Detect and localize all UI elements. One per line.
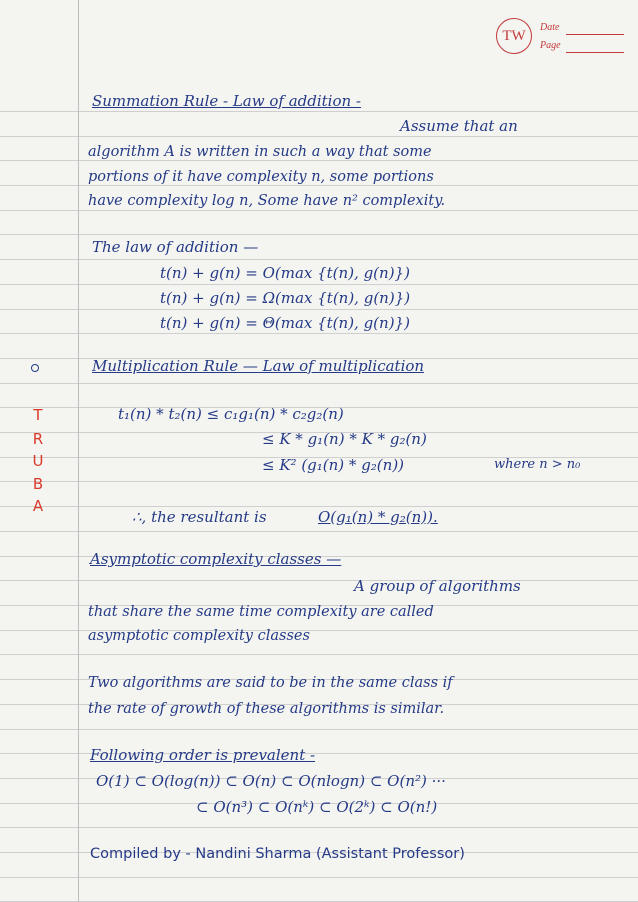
sidebar-letter: T <box>33 406 43 424</box>
page-line <box>566 52 624 53</box>
ruled-line <box>0 531 638 532</box>
ruled-line <box>0 259 638 260</box>
formula-line: t₁(n) * t₂(n) ≤ c₁g₁(n) * c₂g₂(n) <box>118 405 344 423</box>
order-line: O(1) ⊂ O(log(n)) ⊂ O(n) ⊂ O(nlogn) ⊂ O(n²) ··· <box>96 772 446 790</box>
date-line <box>566 34 624 35</box>
text-line: the rate of growth of these algorithms is similar. <box>88 701 445 717</box>
formula-result: O(g₁(n) * g₂(n)). <box>318 508 438 526</box>
ruled-line <box>0 580 638 581</box>
ruled-line <box>0 877 638 878</box>
sidebar-letter: R <box>32 430 44 448</box>
text-line: that share the same time complexity are called <box>88 604 434 620</box>
page-label: Page <box>540 40 561 51</box>
ruled-line <box>0 506 638 507</box>
brand-logo: TW <box>496 18 532 54</box>
ruled-line <box>0 234 638 235</box>
sidebar-letter: U <box>32 452 44 470</box>
text-line: ∴, the resultant is <box>132 508 267 526</box>
text-line: Two algorithms are said to be in the same class if <box>88 675 453 691</box>
ruled-line <box>0 654 638 655</box>
ruled-line <box>0 827 638 828</box>
formula-omega: t(n) + g(n) = Ω(max {t(n), g(n)}) <box>160 289 411 307</box>
footer-credit: Compiled by - Nandini Sharma (Assistant Professor) <box>90 846 465 862</box>
ruled-line <box>0 136 638 137</box>
text-line: Assume that an <box>400 117 518 135</box>
formula-line: ≤ K * g₁(n) * K * g₂(n) <box>262 430 427 448</box>
margin-line <box>78 0 79 902</box>
ruled-line <box>0 333 638 334</box>
ruled-line <box>0 111 638 112</box>
date-label: Date <box>540 22 560 33</box>
sidebar-letter: B <box>32 475 44 493</box>
heading-multiplication-rule: Multiplication Rule — Law of multiplication <box>92 357 425 375</box>
ruled-line <box>0 284 638 285</box>
text-line: A group of algorithms <box>354 577 521 595</box>
text-line: portions of it have complexity n, some portions <box>88 169 434 185</box>
text-line: asymptotic complexity classes <box>88 628 310 644</box>
formula-line: ≤ K² (g₁(n) * g₂(n)) <box>262 456 405 474</box>
ruled-line <box>0 481 638 482</box>
order-line: ⊂ O(n³) ⊂ O(nᵏ) ⊂ O(2ᵏ) ⊂ O(n!) <box>196 798 438 816</box>
sidebar-letter: A <box>32 497 44 515</box>
heading-asymptotic-classes: Asymptotic complexity classes — <box>90 550 342 568</box>
text-line: The law of addition — <box>92 238 259 256</box>
ruled-line <box>0 729 638 730</box>
bullet-circle <box>31 364 39 372</box>
formula-big-o: t(n) + g(n) = O(max {t(n), g(n)}) <box>160 264 410 282</box>
heading-following-order: Following order is prevalent - <box>90 746 316 764</box>
condition-text: where n > n₀ <box>494 457 581 472</box>
ruled-line <box>0 309 638 310</box>
text-line: algorithm A is written in such a way that some <box>88 144 432 160</box>
ruled-line <box>0 383 638 384</box>
heading-summation-rule: Summation Rule - Law of addition - <box>92 92 362 110</box>
text-line: have complexity log n, Some have n² complexity. <box>88 193 446 209</box>
formula-theta: t(n) + g(n) = Θ(max {t(n), g(n)}) <box>160 314 410 332</box>
ruled-line <box>0 210 638 211</box>
